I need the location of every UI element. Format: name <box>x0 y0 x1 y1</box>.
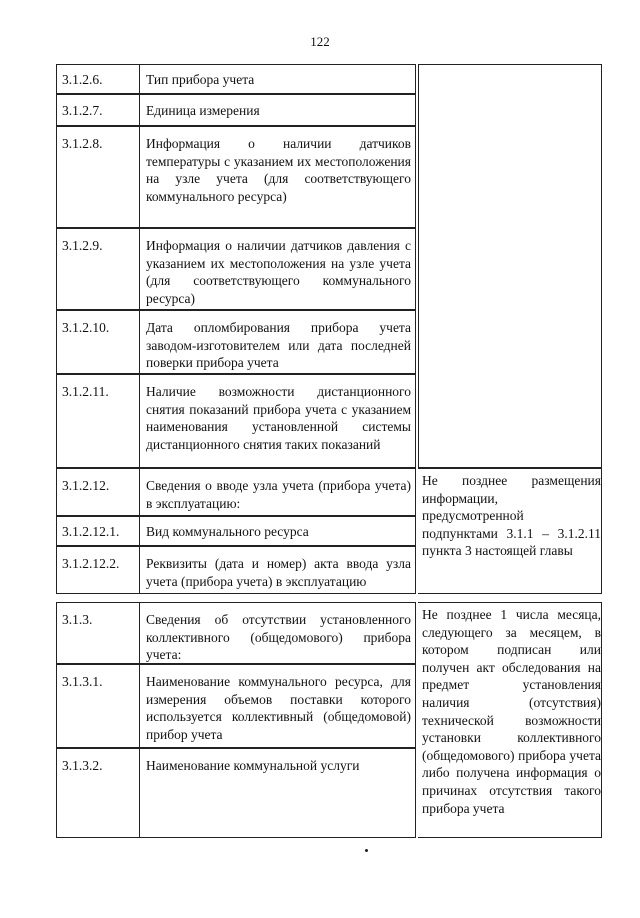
item-text: Наименование коммунальной услуги <box>140 748 416 838</box>
item-text: Сведения об отсутствии установленного коллективного (общедомового) прибора учета: <box>140 602 416 664</box>
item-number: 3.1.3.2. <box>56 748 140 838</box>
item-text: Единица измерения <box>140 94 416 126</box>
item-number: 3.1.2.12.1. <box>56 516 140 546</box>
item-number: 3.1.3.1. <box>56 664 140 748</box>
item-text: Наименование коммунального ресурса, для измерения объемов поставки которого используется коллективный (общедомовой) прибор учета <box>140 664 416 748</box>
item-number: 3.1.2.12. <box>56 468 140 516</box>
item-text: Вид коммунального ресурса <box>140 516 416 546</box>
page-number: 122 <box>310 34 330 49</box>
item-text: Сведения о вводе узла учета (прибора учета) в эксплуатацию: <box>140 468 416 516</box>
item-text: Информация о наличии датчиков давления с указанием их местоположения на узле учета (для соответствующего коммунального ресурса) <box>140 228 416 310</box>
item-number: 3.1.2.7. <box>56 94 140 126</box>
deadline-cell: Не позднее 1 числа месяца, следующего за месяцем, в котором подписан или получен акт обследования на предмет установления наличия (отсутствия) технической возможности установки коллективного (общедомового) прибора учета либо получена информация о причинах отсутствия такого прибора учета <box>418 602 602 838</box>
item-number: 3.1.2.8. <box>56 126 140 228</box>
item-number: 3.1.3. <box>56 602 140 664</box>
item-text: Тип прибора учета <box>140 64 416 94</box>
item-text: Наличие возможности дистанционного снятия показаний прибора учета с указанием наименования установленной системы дистанционного снятия таких показаний <box>140 374 416 468</box>
item-text: Информация о наличии датчиков температуры с указанием их местоположения на узле учета (для соответствующего коммунального ресурса) <box>140 126 416 228</box>
deadline-cell-empty <box>418 64 602 468</box>
scan-dot <box>365 849 368 852</box>
deadline-cell: Не позднее размещения информации, предусмотренной подпунктами 3.1.1 – 3.1.2.11 пункта 3 настоящей главы <box>418 468 602 594</box>
item-text: Дата опломбирования прибора учета заводом-изготовителем или дата последней поверки прибора учета <box>140 310 416 374</box>
item-text: Реквизиты (дата и номер) акта ввода узла учета (прибора учета) в эксплуатацию <box>140 546 416 594</box>
item-number: 3.1.2.12.2. <box>56 546 140 594</box>
item-number: 3.1.2.11. <box>56 374 140 468</box>
item-number: 3.1.2.6. <box>56 64 140 94</box>
item-number: 3.1.2.10. <box>56 310 140 374</box>
item-number: 3.1.2.9. <box>56 228 140 310</box>
